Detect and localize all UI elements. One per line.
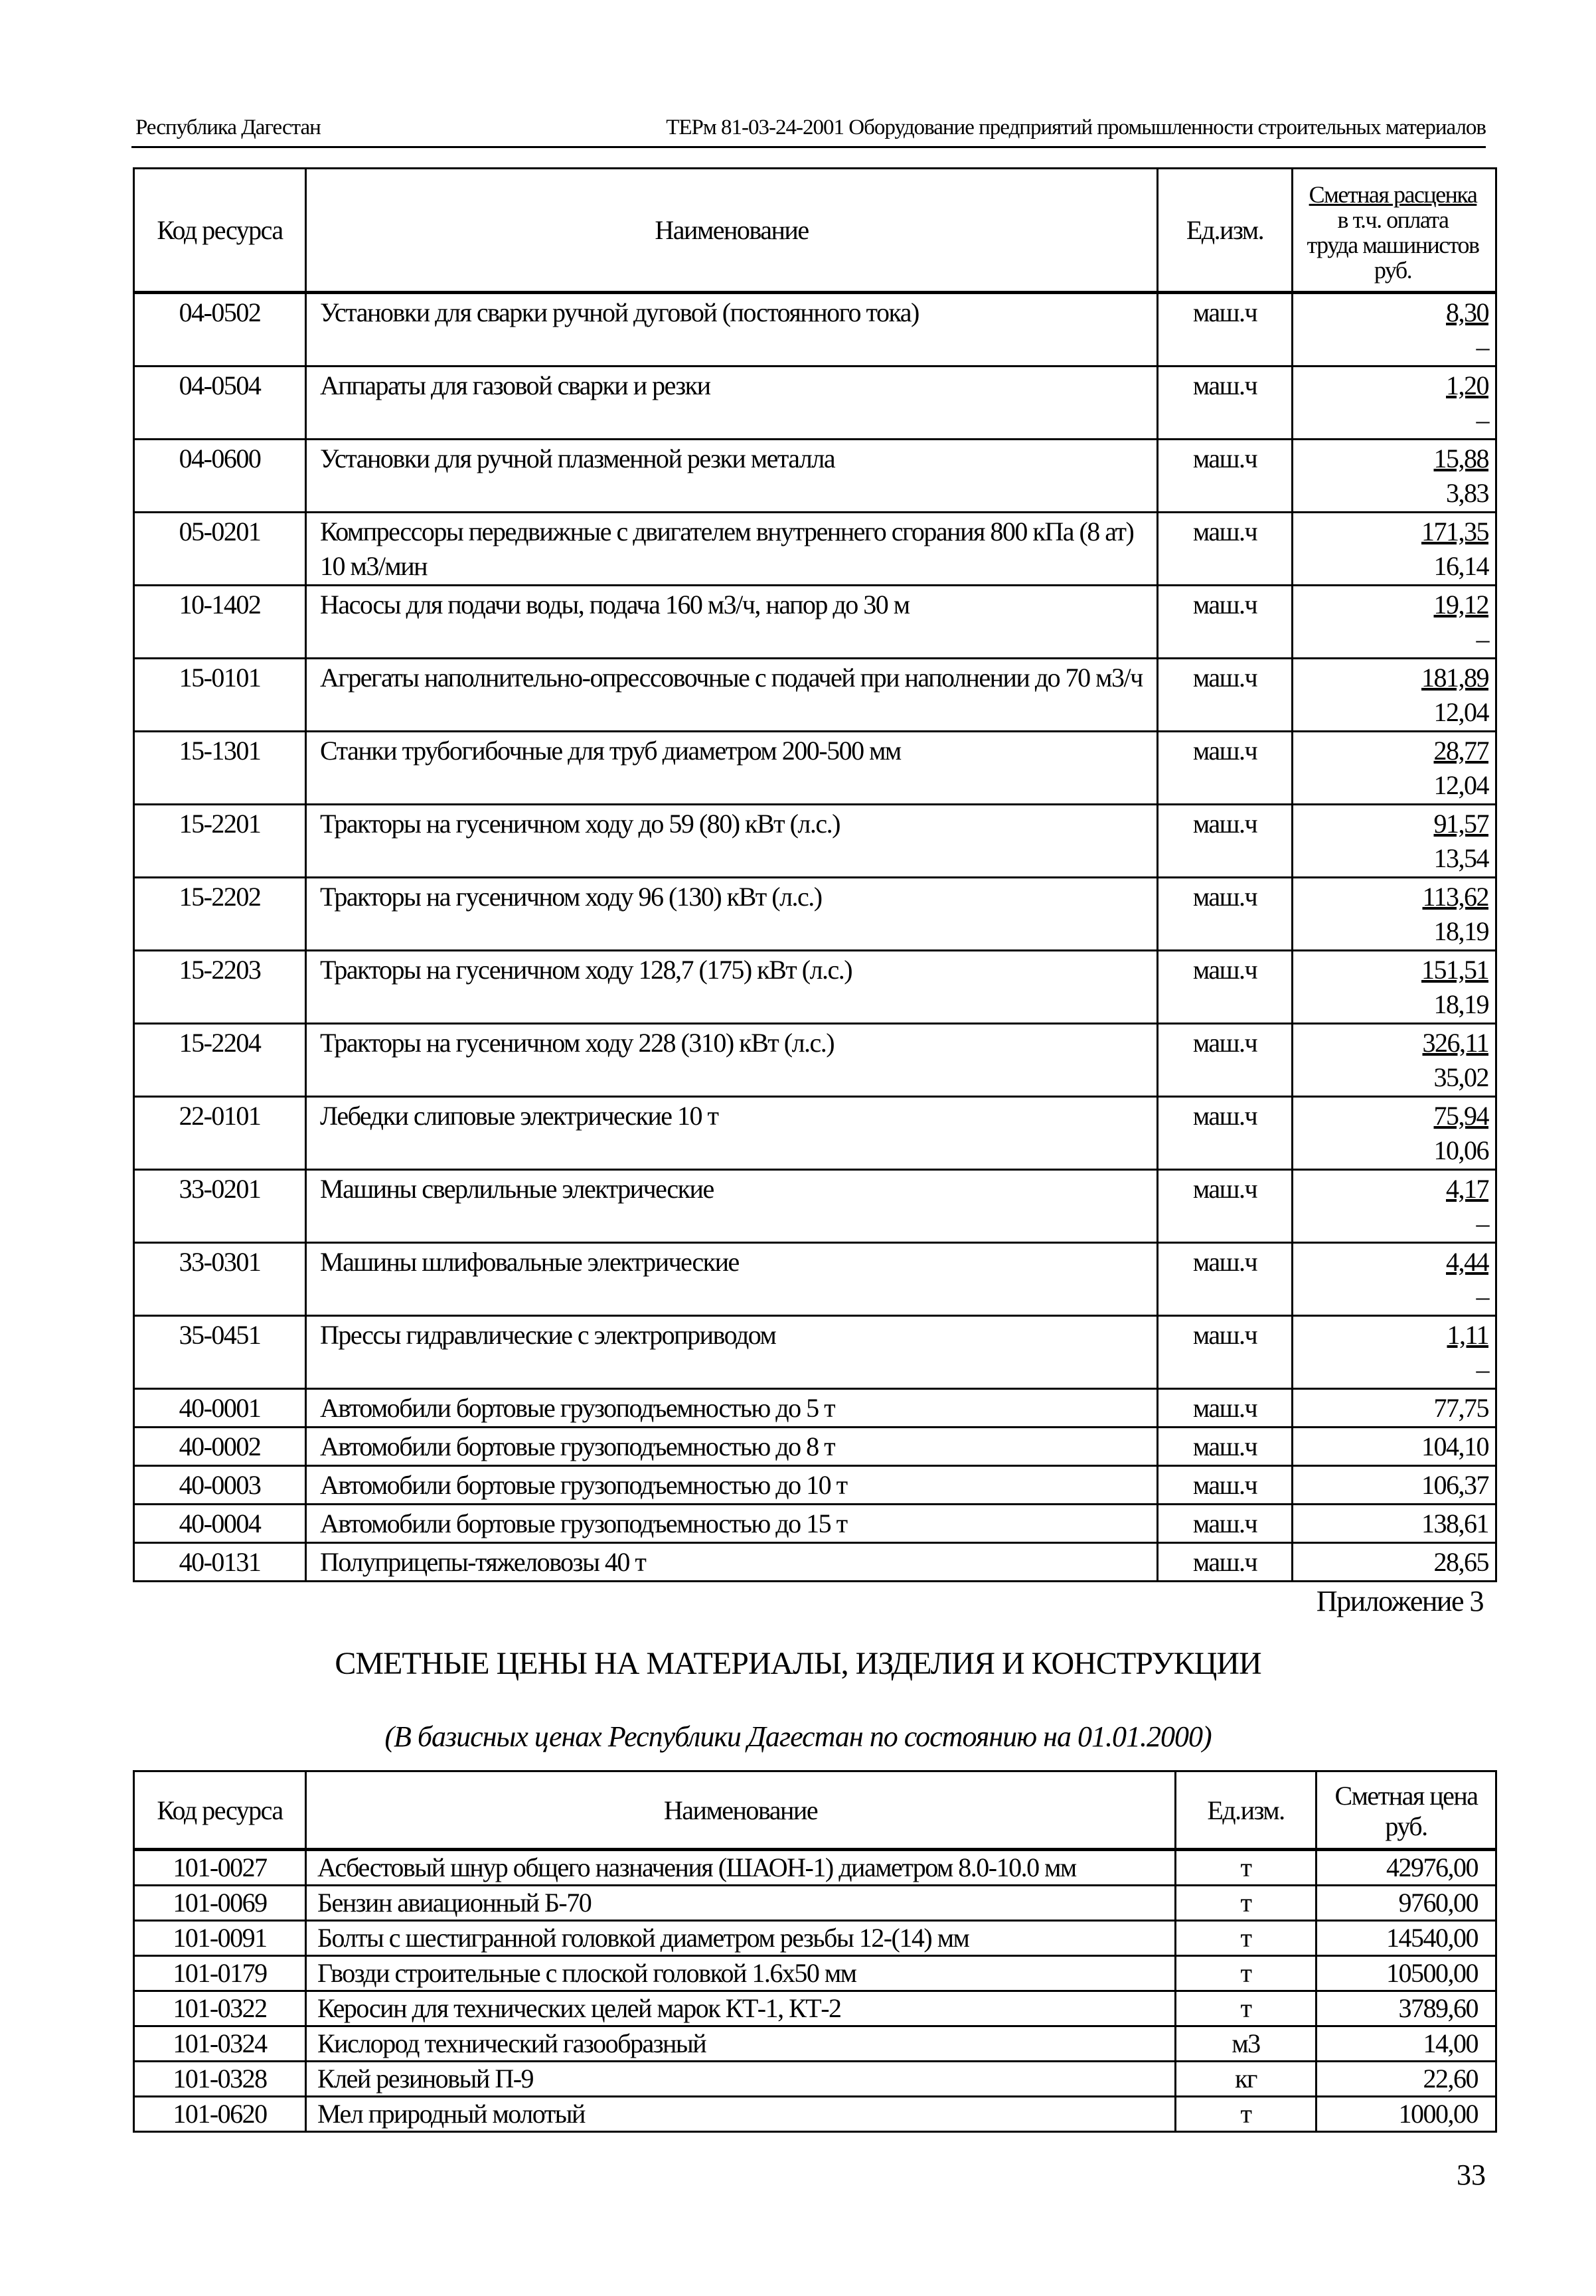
table-row bbox=[134, 659, 1496, 732]
resource-name: Прессы гидравлические с электроприводом bbox=[306, 1316, 1158, 1389]
resource-unit: кг bbox=[1176, 2062, 1317, 2097]
operator-labor-cost: – bbox=[1476, 1281, 1488, 1311]
resource-unit: маш.ч bbox=[1158, 440, 1293, 513]
table-row bbox=[134, 1543, 1496, 1582]
estimated-price: 10500,00 bbox=[1317, 1956, 1496, 1991]
estimated-rate: 113,62 bbox=[1422, 882, 1488, 912]
estimated-rate: 15,88 bbox=[1433, 444, 1488, 473]
table-row bbox=[134, 513, 1496, 586]
resource-unit: маш.ч bbox=[1158, 367, 1293, 440]
resource-code: 15-2201 bbox=[134, 805, 306, 878]
table-row bbox=[134, 2062, 1496, 2097]
table-row bbox=[134, 1956, 1496, 1991]
resource-unit: т bbox=[1176, 1886, 1317, 1921]
table-row bbox=[134, 1243, 1496, 1316]
rate-cell bbox=[1293, 805, 1496, 878]
table-row bbox=[134, 1886, 1496, 1921]
column-header-name: Наименование bbox=[306, 1771, 1176, 1850]
resource-unit: маш.ч bbox=[1158, 732, 1293, 805]
rate-header-line: Сметная расценка bbox=[1309, 181, 1477, 208]
table-row bbox=[134, 2097, 1496, 2132]
resource-code: 04-0600 bbox=[134, 440, 306, 513]
rate-cell bbox=[1293, 1170, 1496, 1243]
resource-name: Аппараты для газовой сварки и резки bbox=[306, 367, 1158, 440]
rate-cell: 28,65 bbox=[1293, 1543, 1496, 1582]
estimated-price: 42976,00 bbox=[1317, 1850, 1496, 1886]
operator-labor-cost: 12,04 bbox=[1433, 770, 1488, 800]
rate-cell bbox=[1293, 878, 1496, 951]
operator-labor-cost: 18,19 bbox=[1433, 989, 1488, 1019]
resource-unit: маш.ч bbox=[1158, 1543, 1293, 1582]
rate-header-line: руб. bbox=[1374, 256, 1412, 284]
resource-unit: маш.ч bbox=[1158, 1505, 1293, 1543]
rate-cell bbox=[1293, 293, 1496, 367]
table-row bbox=[134, 440, 1496, 513]
resource-name: Насосы для подачи воды, подача 160 м3/ч, напор до 30 м bbox=[306, 586, 1158, 659]
estimated-price: 9760,00 bbox=[1317, 1886, 1496, 1921]
table-row bbox=[134, 1505, 1496, 1543]
table-row bbox=[134, 1097, 1496, 1170]
column-header-rate bbox=[1293, 169, 1496, 293]
rate-cell bbox=[1293, 367, 1496, 440]
rate-cell bbox=[1293, 586, 1496, 659]
price-header-line: руб. bbox=[1385, 1811, 1427, 1841]
resource-code: 15-0101 bbox=[134, 659, 306, 732]
estimated-price: 1000,00 bbox=[1317, 2097, 1496, 2132]
column-header-unit: Ед.изм. bbox=[1158, 169, 1293, 293]
resource-code: 101-0091 bbox=[134, 1921, 306, 1956]
table-row bbox=[134, 951, 1496, 1024]
table-row bbox=[134, 1991, 1496, 2026]
table-row bbox=[134, 805, 1496, 878]
operator-labor-cost: 10,06 bbox=[1433, 1135, 1488, 1165]
resource-name: Агрегаты наполнительно-опрессовочные с подачей при наполнении до 70 м3/ч bbox=[306, 659, 1158, 732]
resource-unit: маш.ч bbox=[1158, 1170, 1293, 1243]
resource-name: Полуприцепы-тяжеловозы 40 т bbox=[306, 1543, 1158, 1582]
estimated-rate: 4,44 bbox=[1446, 1247, 1488, 1277]
resource-code: 04-0504 bbox=[134, 367, 306, 440]
table-row bbox=[134, 732, 1496, 805]
estimated-rate: 181,89 bbox=[1421, 663, 1488, 693]
column-header-name: Наименование bbox=[306, 169, 1158, 293]
estimated-rate: 1,11 bbox=[1447, 1320, 1488, 1350]
resource-unit: маш.ч bbox=[1158, 805, 1293, 878]
rate-cell: 77,75 bbox=[1293, 1389, 1496, 1428]
rate-cell bbox=[1293, 659, 1496, 732]
estimated-rate: 19,12 bbox=[1433, 590, 1488, 619]
table-row bbox=[134, 293, 1496, 367]
rate-cell: 138,61 bbox=[1293, 1505, 1496, 1543]
table-row bbox=[134, 1024, 1496, 1097]
table-row bbox=[134, 1316, 1496, 1389]
resource-code: 101-0069 bbox=[134, 1886, 306, 1921]
resource-unit: маш.ч bbox=[1158, 1024, 1293, 1097]
resource-name: Машины шлифовальные электрические bbox=[306, 1243, 1158, 1316]
estimated-rate: 75,94 bbox=[1433, 1101, 1488, 1131]
resource-code: 101-0027 bbox=[134, 1850, 306, 1886]
estimated-rate: 91,57 bbox=[1433, 809, 1488, 839]
page-number: 33 bbox=[1457, 2159, 1486, 2191]
column-header-price bbox=[1317, 1771, 1496, 1850]
operator-labor-cost: 12,04 bbox=[1433, 697, 1488, 727]
resource-name: Установки для сварки ручной дуговой (постоянного тока) bbox=[306, 293, 1158, 367]
estimated-price: 14540,00 bbox=[1317, 1921, 1496, 1956]
resource-name: Бензин авиационный Б-70 bbox=[306, 1886, 1176, 1921]
operator-labor-cost: – bbox=[1476, 1354, 1488, 1384]
resource-name: Автомобили бортовые грузоподъемностью до 10 т bbox=[306, 1466, 1158, 1505]
resource-unit: маш.ч bbox=[1158, 1097, 1293, 1170]
operator-labor-cost: 13,54 bbox=[1433, 843, 1488, 873]
resource-code: 15-1301 bbox=[134, 732, 306, 805]
operator-labor-cost: 35,02 bbox=[1433, 1062, 1488, 1092]
resource-name: Компрессоры передвижные с двигателем внутреннего сгорания 800 кПа (8 ат) 10 м3/мин bbox=[306, 513, 1158, 586]
resource-code: 40-0002 bbox=[134, 1428, 306, 1466]
section-subtitle: (В базисных ценах Республики Дагестан по состоянию на 01.01.2000) bbox=[384, 1720, 1212, 1753]
resource-name: Станки трубогибочные для труб диаметром 200-500 мм bbox=[306, 732, 1158, 805]
resource-unit: маш.ч bbox=[1158, 1428, 1293, 1466]
resource-name: Асбестовый шнур общего назначения (ШАОН-1) диаметром 8.0-10.0 мм bbox=[306, 1850, 1176, 1886]
estimated-rate: 28,77 bbox=[1433, 736, 1488, 766]
rate-header-line: труда машинистов bbox=[1307, 231, 1479, 258]
resource-unit: маш.ч bbox=[1158, 513, 1293, 586]
estimated-price: 22,60 bbox=[1317, 2062, 1496, 2097]
resource-unit: маш.ч bbox=[1158, 951, 1293, 1024]
resource-name: Кислород технический газообразный bbox=[306, 2026, 1176, 2062]
table-header-row bbox=[134, 169, 1496, 293]
header-region: Республика Дагестан bbox=[135, 116, 321, 139]
appendix-label: Приложение 3 bbox=[1316, 1585, 1483, 1617]
operator-labor-cost: – bbox=[1476, 1208, 1488, 1238]
resource-unit: маш.ч bbox=[1158, 1389, 1293, 1428]
table-row bbox=[134, 878, 1496, 951]
table-row bbox=[134, 2026, 1496, 2062]
operator-labor-cost: 3,83 bbox=[1446, 478, 1488, 508]
resource-code: 40-0001 bbox=[134, 1389, 306, 1428]
column-header-code: Код ресурса bbox=[134, 169, 306, 293]
resource-unit: т bbox=[1176, 2097, 1317, 2132]
estimated-rate: 171,35 bbox=[1421, 517, 1488, 546]
resource-code: 15-2202 bbox=[134, 878, 306, 951]
resource-unit: маш.ч bbox=[1158, 586, 1293, 659]
resource-code: 15-2204 bbox=[134, 1024, 306, 1097]
resource-name: Автомобили бортовые грузоподъемностью до 8 т bbox=[306, 1428, 1158, 1466]
resource-unit: т bbox=[1176, 1921, 1317, 1956]
rate-cell bbox=[1293, 1097, 1496, 1170]
table-row bbox=[134, 1850, 1496, 1886]
machine-rates-table bbox=[133, 167, 1497, 1582]
resource-name: Мел природный молотый bbox=[306, 2097, 1176, 2132]
resource-code: 101-0324 bbox=[134, 2026, 306, 2062]
operator-labor-cost: – bbox=[1476, 624, 1488, 654]
operator-labor-cost: – bbox=[1476, 405, 1488, 435]
resource-name: Клей резиновый П-9 bbox=[306, 2062, 1176, 2097]
resource-unit: маш.ч bbox=[1158, 293, 1293, 367]
estimated-rate: 8,30 bbox=[1446, 297, 1488, 327]
rate-cell bbox=[1293, 732, 1496, 805]
rate-cell bbox=[1293, 440, 1496, 513]
resource-name: Гвозди строительные с плоской головкой 1.6х50 мм bbox=[306, 1956, 1176, 1991]
operator-labor-cost: 16,14 bbox=[1433, 551, 1488, 581]
resource-unit: маш.ч bbox=[1158, 1466, 1293, 1505]
resource-code: 40-0004 bbox=[134, 1505, 306, 1543]
resource-unit: т bbox=[1176, 1850, 1317, 1886]
resource-unit: т bbox=[1176, 1956, 1317, 1991]
rate-cell bbox=[1293, 951, 1496, 1024]
column-header-unit: Ед.изм. bbox=[1176, 1771, 1317, 1850]
resource-code: 101-0620 bbox=[134, 2097, 306, 2132]
resource-unit: маш.ч bbox=[1158, 1243, 1293, 1316]
rate-cell bbox=[1293, 1316, 1496, 1389]
resource-name: Автомобили бортовые грузоподъемностью до 15 т bbox=[306, 1505, 1158, 1543]
resource-code: 05-0201 bbox=[134, 513, 306, 586]
resource-code: 04-0502 bbox=[134, 293, 306, 367]
resource-unit: маш.ч bbox=[1158, 659, 1293, 732]
resource-unit: т bbox=[1176, 1991, 1317, 2026]
table-row bbox=[134, 1170, 1496, 1243]
resource-unit: маш.ч bbox=[1158, 878, 1293, 951]
operator-labor-cost: – bbox=[1476, 332, 1488, 362]
rate-cell bbox=[1293, 513, 1496, 586]
table-row bbox=[134, 1389, 1496, 1428]
column-header-code: Код ресурса bbox=[134, 1771, 306, 1850]
resource-code: 101-0179 bbox=[134, 1956, 306, 1991]
section-title: СМЕТНЫЕ ЦЕНЫ НА МАТЕРИАЛЫ, ИЗДЕЛИЯ И КОНСТРУКЦИИ bbox=[335, 1646, 1261, 1681]
table-row bbox=[134, 367, 1496, 440]
resource-name: Лебедки слиповые электрические 10 т bbox=[306, 1097, 1158, 1170]
running-header bbox=[131, 113, 1486, 148]
rate-cell: 104,10 bbox=[1293, 1428, 1496, 1466]
resource-code: 35-0451 bbox=[134, 1316, 306, 1389]
material-prices-table bbox=[133, 1770, 1497, 2133]
estimated-rate: 151,51 bbox=[1421, 955, 1488, 985]
rate-cell bbox=[1293, 1243, 1496, 1316]
resource-unit: маш.ч bbox=[1158, 1316, 1293, 1389]
resource-code: 10-1402 bbox=[134, 586, 306, 659]
resource-name: Тракторы на гусеничном ходу до 59 (80) кВт (л.с.) bbox=[306, 805, 1158, 878]
resource-code: 40-0003 bbox=[134, 1466, 306, 1505]
rate-header-line: в т.ч. оплата bbox=[1337, 206, 1449, 233]
table-row bbox=[134, 1466, 1496, 1505]
table-header-row bbox=[134, 1771, 1496, 1850]
estimated-rate: 1,20 bbox=[1446, 370, 1488, 400]
resource-name: Керосин для технических целей марок КТ-1, КТ-2 bbox=[306, 1991, 1176, 2026]
resource-code: 33-0301 bbox=[134, 1243, 306, 1316]
resource-unit: м3 bbox=[1176, 2026, 1317, 2062]
resource-name: Установки для ручной плазменной резки металла bbox=[306, 440, 1158, 513]
resource-name: Машины сверлильные электрические bbox=[306, 1170, 1158, 1243]
resource-code: 40-0131 bbox=[134, 1543, 306, 1582]
resource-name: Тракторы на гусеничном ходу 128,7 (175) кВт (л.с.) bbox=[306, 951, 1158, 1024]
resource-code: 15-2203 bbox=[134, 951, 306, 1024]
resource-code: 101-0328 bbox=[134, 2062, 306, 2097]
estimated-price: 14,00 bbox=[1317, 2026, 1496, 2062]
table-row bbox=[134, 586, 1496, 659]
price-header-line: Сметная цена bbox=[1334, 1781, 1478, 1811]
resource-code: 33-0201 bbox=[134, 1170, 306, 1243]
table-row bbox=[134, 1428, 1496, 1466]
rate-cell: 106,37 bbox=[1293, 1466, 1496, 1505]
operator-labor-cost: 18,19 bbox=[1433, 916, 1488, 946]
header-document-title: ТЕРм 81-03-24-2001 Оборудование предприятий промышленности строительных материалов bbox=[666, 116, 1486, 139]
estimated-price: 3789,60 bbox=[1317, 1991, 1496, 2026]
resource-name: Автомобили бортовые грузоподъемностью до 5 т bbox=[306, 1389, 1158, 1428]
rate-cell bbox=[1293, 1024, 1496, 1097]
resource-code: 22-0101 bbox=[134, 1097, 306, 1170]
table-row bbox=[134, 1921, 1496, 1956]
resource-name: Тракторы на гусеничном ходу 228 (310) кВт (л.с.) bbox=[306, 1024, 1158, 1097]
estimated-rate: 4,17 bbox=[1446, 1174, 1488, 1204]
resource-name: Болты с шестигранной головкой диаметром резьбы 12-(14) мм bbox=[306, 1921, 1176, 1956]
estimated-rate: 326,11 bbox=[1422, 1028, 1488, 1058]
resource-name: Тракторы на гусеничном ходу 96 (130) кВт (л.с.) bbox=[306, 878, 1158, 951]
resource-code: 101-0322 bbox=[134, 1991, 306, 2026]
